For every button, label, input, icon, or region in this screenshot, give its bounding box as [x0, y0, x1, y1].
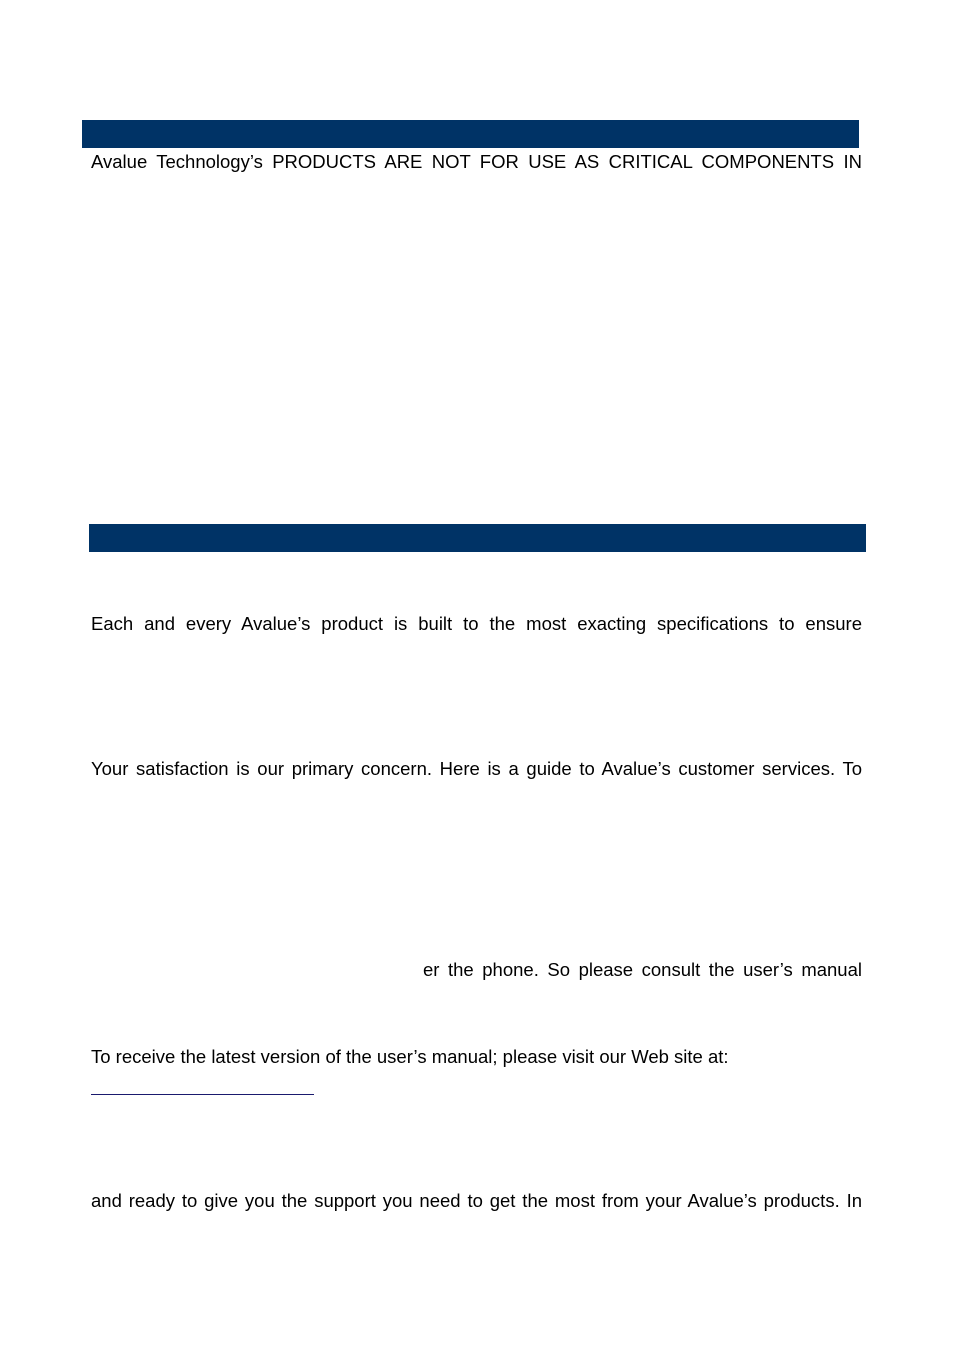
product-specifications-text: Each and every Avalue’s product is built to the most exacting specifications to ensure	[91, 613, 862, 634]
section-header-bar-1	[82, 120, 859, 148]
website-link-underline[interactable]	[91, 1094, 314, 1095]
customer-satisfaction-text: Your satisfaction is our primary concern. Here is a guide to Avalue’s customer services. To	[91, 758, 862, 779]
latest-manual-text: To receive the latest version of the user’s manual; please visit our Web site at:	[91, 1046, 729, 1067]
support-ready-text: and ready to give you the support you need to get the most from your Avalue’s products. In	[91, 1190, 862, 1211]
phone-consult-text: er the phone. So please consult the user’s manual	[423, 959, 862, 980]
critical-components-text: Avalue Technology’s PRODUCTS ARE NOT FOR USE AS CRITICAL COMPONENTS IN	[91, 151, 862, 172]
section-header-bar-2	[89, 524, 866, 552]
